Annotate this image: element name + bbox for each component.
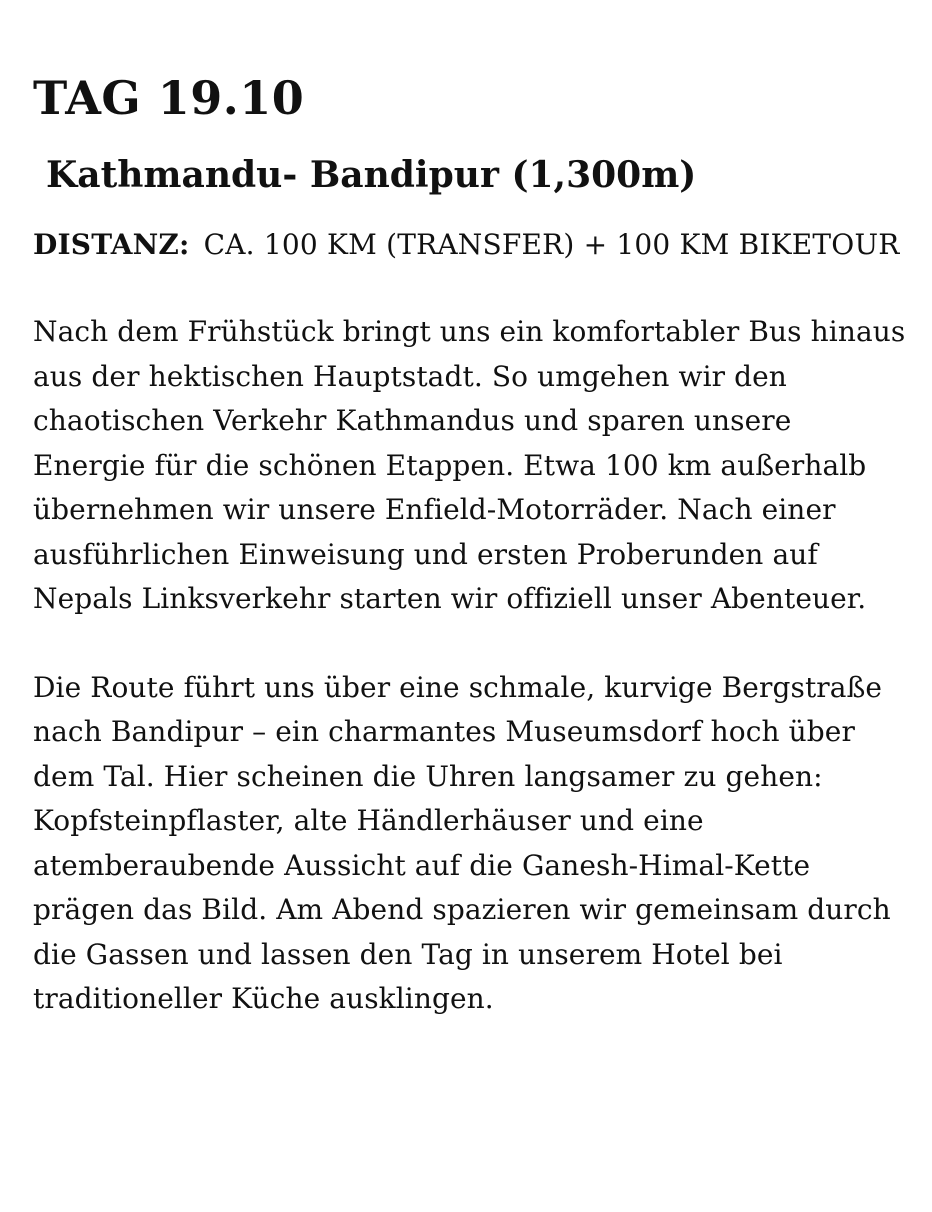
description-paragraph: Nach dem Frühstück bringt uns ein komfortabler Bus hinaus aus der hektischen Hauptstadt. So umgehen wir den chaotischen Verkehr Kathmandus und sparen unsere Energie für die schönen Etappen. Etwa 100 km außerhalb übernehmen wir unsere Enfield-Motorräder. Nach einer ausführlichen Einweisung und ersten Proberunden auf Nepals Linksverkehr starten wir offiziell unser Abenteuer. xyxy=(33,315,906,615)
distance-label: DISTANZ: xyxy=(33,228,190,261)
itinerary-day xyxy=(33,70,913,1022)
day-title: TAG 19.10 xyxy=(33,71,305,125)
description-paragraph: Die Route führt uns über eine schmale, kurvige Bergstraße nach Bandipur – ein charmantes Museumsdorf hoch über dem Tal. Hier scheinen die Uhren langsamer zu gehen: Kopfsteinpflaster, alte Händlerhäuser und eine atemberaubende Aussicht auf die Ganesh-Himal-Kette prägen das Bild. Am Abend spazieren wir gemeinsam durch die Gassen und lassen den Tag in unserem Hotel bei traditioneller Küche ausklingen. xyxy=(33,670,891,1015)
route-title: Kathmandu- Bandipur (1,300m) xyxy=(46,154,697,196)
distance-line xyxy=(33,222,913,268)
distance-value: CA. 100 KM (TRANSFER) + 100 KM BIKETOUR xyxy=(203,228,900,261)
